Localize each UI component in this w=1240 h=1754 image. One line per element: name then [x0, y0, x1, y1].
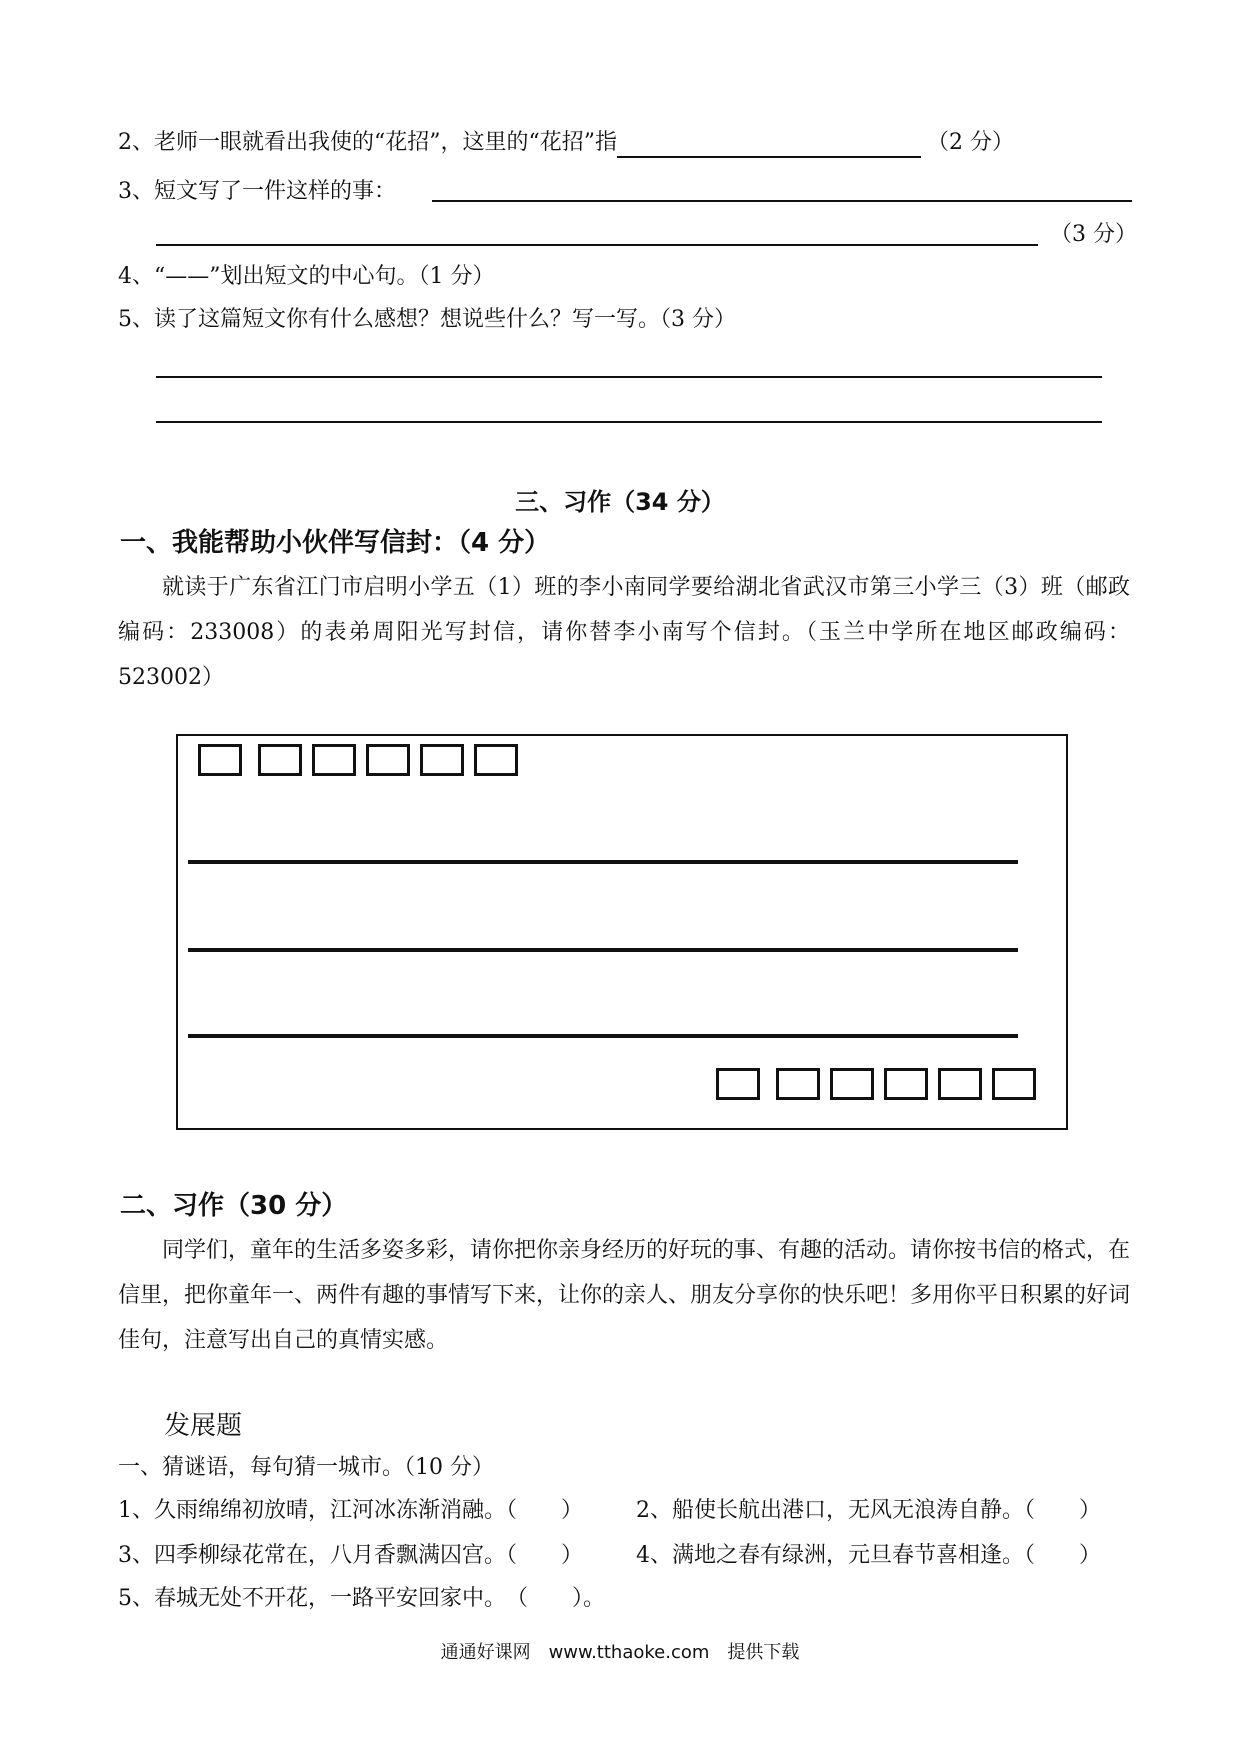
answer-line-q3-1[interactable]	[432, 200, 1132, 202]
postcode-box[interactable]	[474, 744, 518, 776]
question-2	[118, 128, 1014, 158]
footer-credit: 通通好课网 www.tthaoke.com 提供下载	[440, 1642, 800, 1663]
riddle-section-heading: 一、猜谜语，每句猜一城市。（10 分）	[118, 1455, 494, 1480]
postcode-box[interactable]	[366, 744, 410, 776]
riddle-5: 5、春城无处不开花，一路平安回家中。 （ ）。	[118, 1586, 605, 1611]
essay-task-heading: 二、习作（30 分）	[120, 1191, 348, 1221]
essay-task-paragraph	[118, 1228, 1130, 1363]
recipient-address-line[interactable]	[188, 860, 1018, 864]
postcode-box[interactable]	[420, 744, 464, 776]
question-3	[118, 177, 396, 207]
riddle-1: 1、久雨绵绵初放晴，江河冰冻渐消融。（ ）	[118, 1498, 583, 1523]
riddle-4: 4、满地之春有绿洲，元旦春节喜相逢。（ ）	[636, 1543, 1101, 1568]
riddle-2: 2、船使长航出港口，无风无浪涛自静。（ ）	[636, 1498, 1101, 1523]
writing-section-title: 三、习作（34 分）	[515, 488, 725, 516]
question-2-score: （2 分）	[927, 130, 1014, 155]
answer-line-q5-2[interactable]	[156, 421, 1102, 423]
postcode-box[interactable]	[938, 1068, 982, 1100]
envelope-task-paragraph	[118, 565, 1130, 700]
riddle-3: 3、四季柳绿花常在，八月香飘满囚宫。（ ）	[118, 1543, 583, 1568]
sender-postcode-boxes	[716, 1068, 1036, 1100]
answer-blank-q2[interactable]	[617, 134, 921, 158]
question-3-score: （3 分）	[1050, 222, 1137, 247]
postcode-box[interactable]	[830, 1068, 874, 1100]
question-4: 4、“——”划出短文的中心句。（1 分）	[118, 264, 495, 289]
answer-line-q3-2[interactable]	[156, 244, 1038, 246]
recipient-postcode-boxes	[198, 744, 518, 776]
answer-line-q5-1[interactable]	[156, 376, 1102, 378]
postcode-box[interactable]	[312, 744, 356, 776]
question-5: 5、读了这篇短文你有什么感想？想说些什么？写一写。（3 分）	[118, 307, 736, 332]
question-3-text: 3、短文写了一件这样的事：	[118, 179, 396, 204]
sender-address-line[interactable]	[188, 1034, 1018, 1038]
question-2-text: 2、老师一眼就看出我使的“花招”，这里的“花招”指	[118, 130, 617, 155]
development-title: 发展题	[164, 1411, 243, 1441]
envelope-template	[176, 734, 1068, 1130]
postcode-box[interactable]	[884, 1068, 928, 1100]
postcode-box[interactable]	[258, 744, 302, 776]
envelope-task-heading: 一、我能帮助小伙伴写信封：（4 分）	[120, 528, 551, 558]
postcode-box[interactable]	[776, 1068, 820, 1100]
postcode-box[interactable]	[992, 1068, 1036, 1100]
postcode-box[interactable]	[716, 1068, 760, 1100]
recipient-name-line[interactable]	[188, 948, 1018, 952]
postcode-box[interactable]	[198, 744, 242, 776]
envelope-task-text: 就读于广东省江门市启明小学五（1）班的李小南同学要给湖北省武汉市第三小学三（3）班（邮政编码：233008）的表弟周阳光写封信，请你替李小南写个信封。（玉兰中学所在地区邮政编码：523002）	[118, 575, 1130, 690]
essay-task-text: 同学们，童年的生活多姿多彩，请你把你亲身经历的好玩的事、有趣的活动。请你按书信的格式，在信里，把你童年一、两件有趣的事情写下来，让你的亲人、朋友分享你的快乐吧！多用你平日积累的好词佳句，注意写出自己的真情实感。	[118, 1238, 1131, 1353]
